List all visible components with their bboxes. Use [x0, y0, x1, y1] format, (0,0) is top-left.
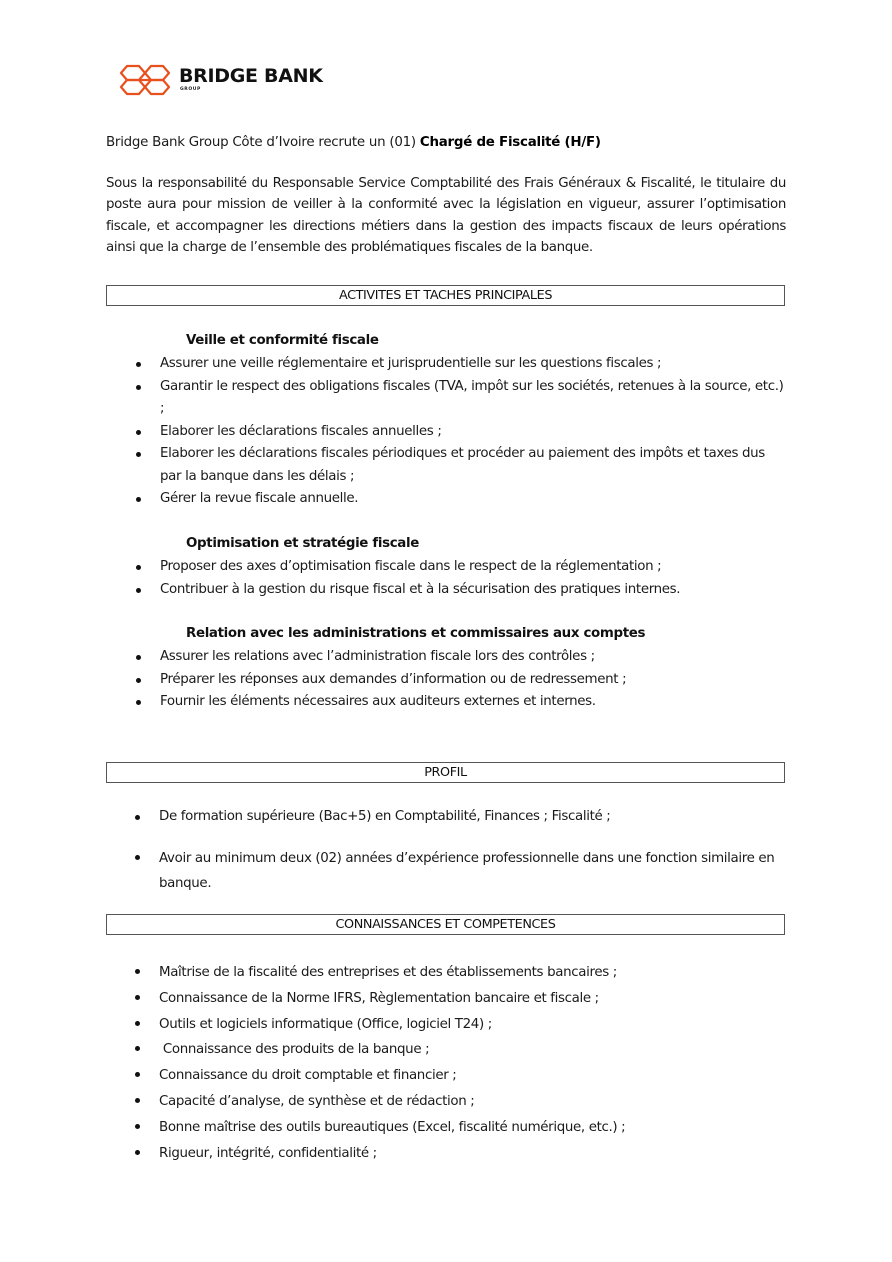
list-item: Assurer les relations avec l’administration fiscale lors des contrôles ;	[106, 646, 786, 669]
list-relation	[106, 646, 786, 714]
list-item: Proposer des axes d’optimisation fiscale dans le respect de la réglementation ;	[106, 556, 786, 579]
list-profile	[106, 806, 786, 896]
intro-line	[106, 135, 601, 150]
bridge-bank-hexagon-logo-icon	[119, 64, 171, 96]
intro-prefix: Bridge Bank Group Côte d’Ivoire recrute un (01)	[106, 135, 420, 150]
subhead-veille: Veille et conformité fiscale	[186, 333, 379, 348]
subhead-relation: Relation avec les administrations et commissaires aux comptes	[186, 626, 646, 641]
list-item: Bonne maîtrise des outils bureautiques (Excel, fiscalité numérique, etc.) ;	[106, 1115, 786, 1141]
logo-name: BRIDGE BANK	[179, 65, 323, 88]
section-header-profile: PROFIL	[106, 762, 785, 783]
list-item: Gérer la revue fiscale annuelle.	[106, 488, 786, 511]
list-item: De formation supérieure (Bac+5) en Comptabilité, Finances ; Fiscalité ;	[106, 806, 786, 829]
logo-subtitle: GROUP	[180, 87, 201, 93]
list-item: Garantir le respect des obligations fiscales (TVA, impôt sur les sociétés, retenues à la source, etc.) ;	[106, 376, 786, 421]
list-veille	[106, 353, 786, 511]
section-header-activities: ACTIVITES ET TACHES PRINCIPALES	[106, 285, 785, 306]
list-item: Connaissance du droit comptable et financier ;	[106, 1063, 786, 1089]
list-item: Assurer une veille réglementaire et jurisprudentielle sur les questions fiscales ;	[106, 353, 786, 376]
list-item: Fournir les éléments nécessaires aux auditeurs externes et internes.	[106, 691, 786, 714]
list-item: Rigueur, intégrité, confidentialité ;	[106, 1141, 786, 1167]
section-header-skills: CONNAISSANCES ET COMPETENCES	[106, 914, 785, 935]
list-item: Connaissance des produits de la banque ;	[106, 1037, 786, 1063]
list-optimisation	[106, 556, 786, 601]
job-summary: Sous la responsabilité du Responsable Service Comptabilité des Frais Généraux & Fiscalité, le titulaire du poste aura pour mission de veiller à la conformité avec la législation en vigueur, assurer l’optimisation fiscale, et accompagner les directions métiers dans la gestion des impacts fiscaux de leurs opérations ainsi que la charge de l’ensemble des problématiques fiscales de la banque.	[106, 176, 786, 256]
job-title: Chargé de Fiscalité (H/F)	[419, 135, 601, 150]
list-skills	[106, 960, 786, 1166]
list-item: Contribuer à la gestion du risque fiscal et à la sécurisation des pratiques internes.	[106, 579, 786, 602]
list-item: Avoir au minimum deux (02) années d’expérience professionnelle dans une fonction similaire en banque.	[106, 846, 786, 896]
company-logo	[119, 64, 323, 96]
subhead-optimisation: Optimisation et stratégie fiscale	[186, 536, 419, 551]
list-item: Préparer les réponses aux demandes d’information ou de redressement ;	[106, 669, 786, 692]
list-item: Outils et logiciels informatique (Office, logiciel T24) ;	[106, 1012, 786, 1038]
list-item: Connaissance de la Norme IFRS, Règlementation bancaire et fiscale ;	[106, 986, 786, 1012]
list-item: Elaborer les déclarations fiscales périodiques et procéder au paiement des impôts et taxes dus par la banque dans les délais ;	[106, 443, 786, 488]
list-item: Capacité d’analyse, de synthèse et de rédaction ;	[106, 1089, 786, 1115]
list-item: Elaborer les déclarations fiscales annuelles ;	[106, 421, 786, 444]
list-item: Maîtrise de la fiscalité des entreprises et des établissements bancaires ;	[106, 960, 786, 986]
